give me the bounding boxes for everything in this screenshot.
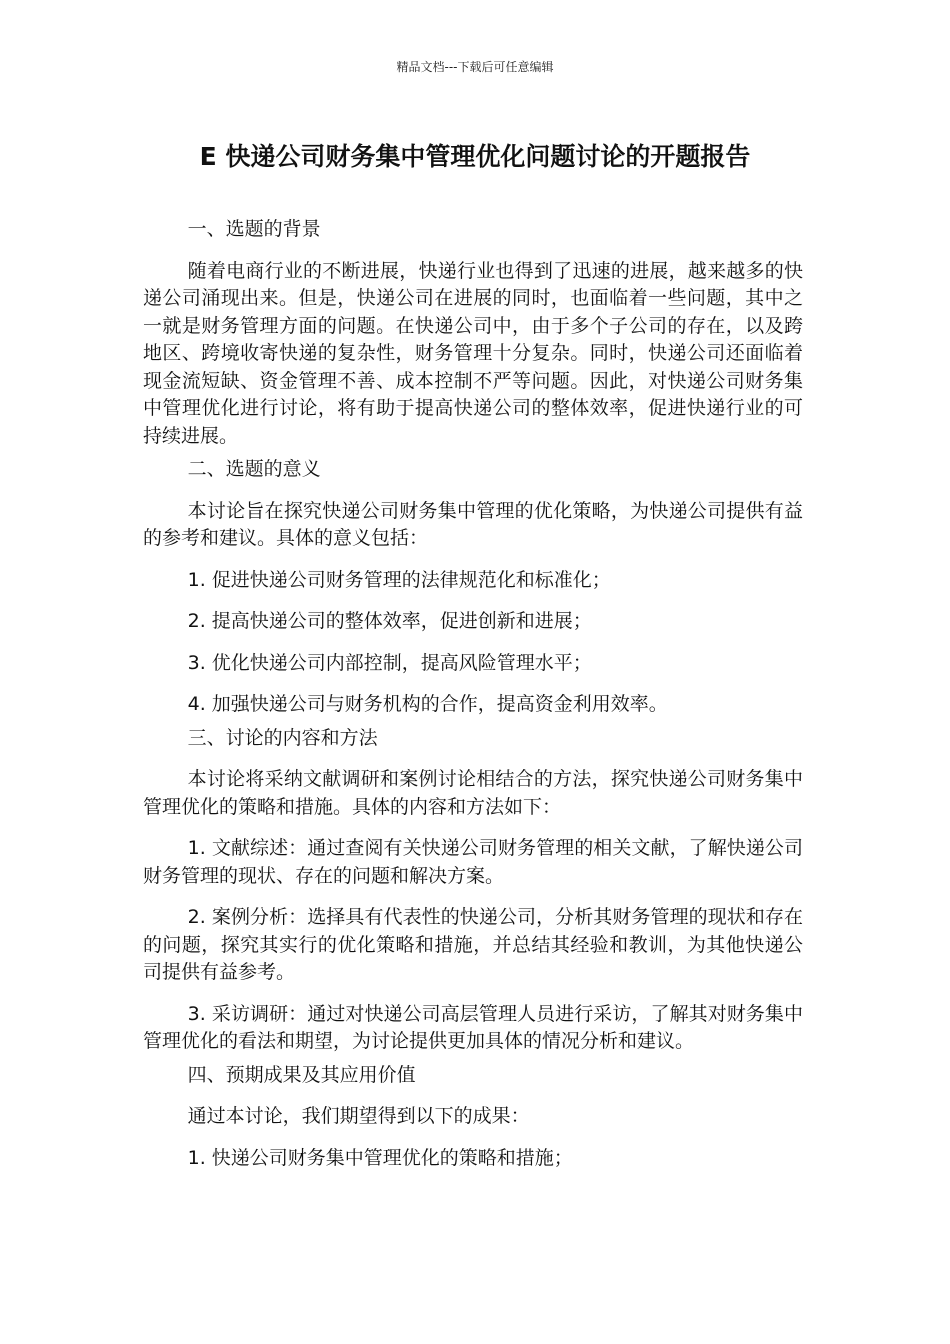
document-body — [143, 216, 803, 1186]
page-header: 精品文档---下载后可任意编辑 — [396, 60, 554, 74]
list-item: 3. 采访调研：通过对快递公司高层管理人员进行采访，了解其对财务集中管理优化的看法和期望，为讨论提供更加具体的情况分析和建议。 — [143, 1002, 803, 1052]
list-item: 2. 提高快递公司的整体效率，促进创新和进展； — [187, 610, 592, 632]
list-item: 1. 文献综述：通过查阅有关快递公司财务管理的相关文献，了解快递公司财务管理的现状、存在的问题和解决方案。 — [143, 837, 803, 887]
list-item: 1. 快递公司财务集中管理优化的策略和措施； — [187, 1146, 573, 1169]
section-heading-significance: 二、选题的意义 — [187, 458, 321, 480]
document-title: E 快递公司财务集中管理优化问题讨论的开题报告 — [199, 142, 751, 171]
section-heading-background: 一、选题的背景 — [187, 218, 321, 240]
list-item: 4. 加强快递公司与财务机构的合作，提高资金利用效率。 — [187, 693, 668, 715]
paragraph: 通过本讨论，我们期望得到以下的成果： — [187, 1105, 530, 1127]
paragraph: 随着电商行业的不断进展，快递行业也得到了迅速的进展，越来越多的快递公司涌现出来。但是，快递公司在进展的同时，也面临着一些问题，其中之一就是财务管理方面的问题。在快递公司中，由于多个子公司的存在，以及跨地区、跨境收寄快递的复杂性，财务管理十分复杂。同时，快递公司还面临着现金流短缺、资金管理不善、成本控制不严等问题。因此，对快递公司财务集中管理优化进行讨论，将有助于提高快递公司的整体效率，促进快递行业的可持续进展。 — [143, 259, 803, 447]
section-heading-content-methods: 三、讨论的内容和方法 — [187, 726, 378, 749]
paragraph: 本讨论将采纳文献调研和案例讨论相结合的方法，探究快递公司财务集中管理优化的策略和措施。具体的内容和方法如下： — [143, 768, 803, 818]
paragraph: 本讨论旨在探究快递公司财务集中管理的优化策略，为快递公司提供有益的参考和建议。具体的意义包括： — [143, 499, 803, 549]
list-item: 1. 促进快递公司财务管理的法律规范化和标准化； — [187, 568, 611, 591]
list-item: 2. 案例分析：选择具有代表性的快递公司，分析其财务管理的现状和存在的问题，探究其实行的优化策略和措施，并总结其经验和教训，为其他快递公司提供有益参考。 — [143, 906, 803, 983]
list-item: 3. 优化快递公司内部控制，提高风险管理水平； — [187, 651, 592, 674]
section-heading-expected-results: 四、预期成果及其应用价值 — [187, 1063, 416, 1086]
